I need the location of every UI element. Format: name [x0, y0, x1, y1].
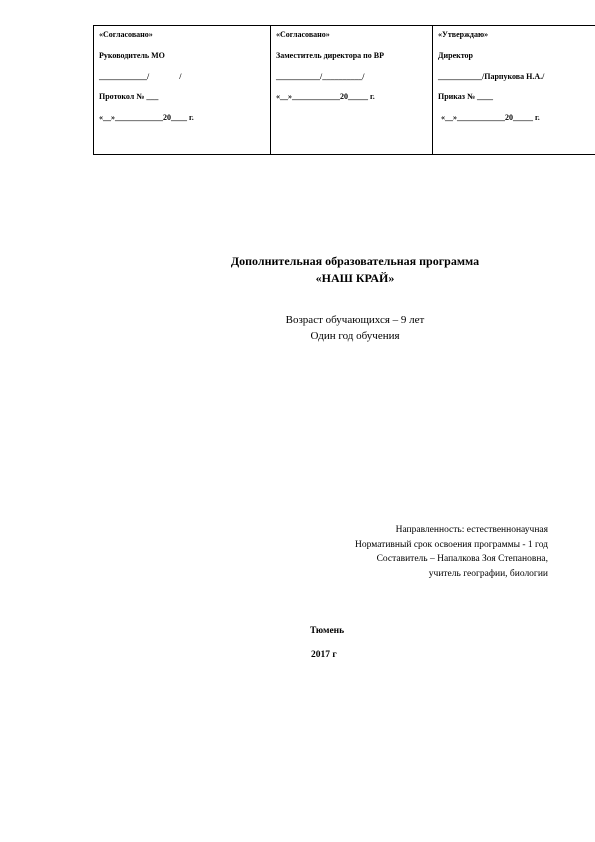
program-title [180, 253, 530, 288]
program-title-line: Дополнительная образовательная программа [230, 254, 480, 268]
program-term: Нормативный срок освоения программы - 1 год [355, 539, 548, 550]
approval-line: Руководитель МО [99, 50, 165, 60]
approval-table [93, 25, 595, 155]
program-duration: Один год обучения [310, 329, 400, 342]
approval-cell-director [433, 26, 595, 155]
program-name: «НАШ КРАЙ» [315, 271, 395, 286]
approval-line: Директор [438, 50, 473, 60]
approval-line: Приказ № ____ [438, 92, 494, 102]
program-author-position: учитель географии, биологии [428, 569, 548, 580]
footer-city: Тюмень [310, 626, 345, 636]
approval-line: «__»____________20____ г. [99, 113, 194, 123]
approval-heading: «Согласовано» [99, 30, 153, 39]
approval-heading: «Утверждаю» [438, 30, 489, 39]
approval-cell-deputy [271, 26, 433, 155]
program-details [248, 523, 548, 582]
approval-heading: «Согласовано» [276, 30, 330, 39]
footer-year: 2017 г [311, 650, 337, 660]
approval-line: Заместитель директора по ВР [276, 50, 384, 60]
approval-line: ___________/__________/ [276, 71, 365, 81]
program-direction: Направленность: естественнонаучная [395, 525, 548, 535]
program-author: Составитель – Напалкова Зоя Степановна, [376, 554, 548, 565]
approval-line: «__»____________20_____ г. [276, 92, 375, 102]
approval-line: Протокол № ___ [99, 92, 159, 102]
program-age: Возраст обучающихся – 9 лет [285, 314, 425, 326]
approval-cell-methodical [94, 26, 271, 155]
approval-line: ___________/Парпукова Н.А./ [438, 71, 545, 81]
program-age-block [230, 313, 480, 345]
approval-line: «__»____________20_____ г. [441, 113, 540, 123]
approval-line: ____________/ / [99, 71, 182, 81]
